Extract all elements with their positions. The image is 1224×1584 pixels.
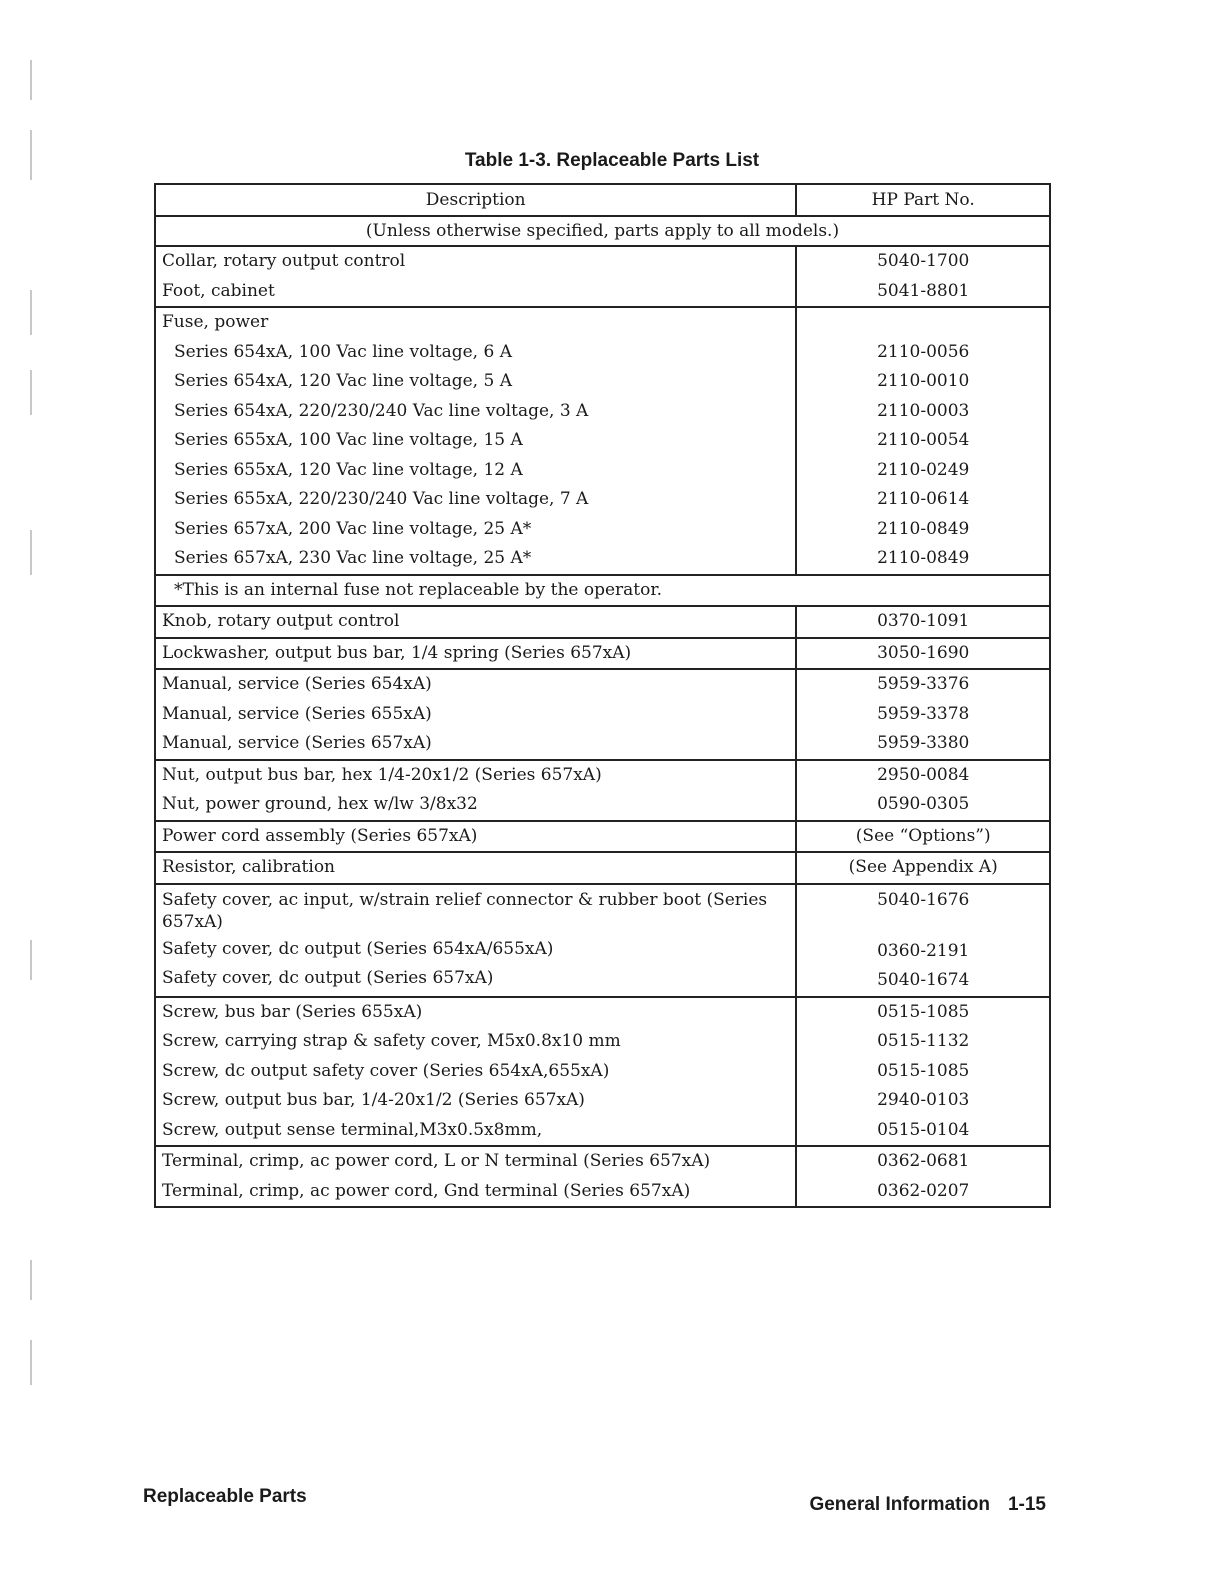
part-number: 3050-1690 [877,642,970,663]
part-number: 0362-0681 [877,1151,970,1171]
part-number-cell [796,246,1050,307]
parts-group-row [155,997,1050,1147]
part-number-cell [796,760,1050,821]
parts-group-row [155,852,1050,884]
part-number: 2110-0849 [877,548,970,568]
part-number: 2110-0614 [877,489,970,509]
parts-group-row [155,821,1050,853]
part-number: 2110-0849 [877,518,970,539]
part-description: Series 655xA, 100 Vac line voltage, 15 A [174,430,523,450]
part-number: 5040-1676 [877,889,970,910]
part-description: Nut, output bus bar, hex 1/4-20x1/2 (Series 657xA) [162,764,602,785]
part-number: 2110-0003 [877,400,970,421]
parts-group-row [155,1146,1050,1207]
column-header-part-no: HP Part No. [796,184,1050,216]
part-description: Series 654xA, 220/230/240 Vac line voltage, 3 A [174,400,589,421]
footnote-cell [155,575,1050,607]
table-note-row [155,216,1050,246]
footnote-row [155,575,1050,607]
part-number: 2950-0084 [877,764,970,785]
part-number: 2110-0056 [877,341,970,362]
part-description: Safety cover, dc output (Series 654xA/655xA) [162,938,554,959]
part-description: Safety cover, ac input, w/strain relief connector & rubber boot (Series 657xA) [162,889,768,932]
part-number: 5959-3380 [877,733,970,753]
binder-mark [30,290,32,335]
part-number: 5041-8801 [877,280,970,301]
part-number: 2110-0249 [877,459,970,480]
binder-mark [30,940,32,980]
parts-table [154,183,1051,1208]
part-description: Screw, output sense terminal,M3x0.5x8mm, [162,1119,543,1140]
part-number: 0362-0207 [877,1180,970,1201]
part-description: Screw, dc output safety cover (Series 654xA,655xA) [162,1060,610,1081]
part-description: Terminal, crimp, ac power cord, Gnd terminal (Series 657xA) [162,1180,691,1201]
part-description: Manual, service (Series 655xA) [162,703,432,724]
part-description: Series 657xA, 230 Vac line voltage, 25 A* [174,548,532,568]
description-cell [155,606,796,638]
parts-group-row [155,638,1050,670]
part-number: 2110-0010 [877,371,970,391]
part-description: Foot, cabinet [162,280,275,301]
part-description: Nut, power ground, hex w/lw 3/8x32 [162,794,478,814]
description-cell [155,821,796,853]
binder-mark [30,370,32,415]
fuse-footnote: *This is an internal fuse not replaceable by the operator. [174,579,663,600]
footer-page-info [809,1494,1046,1516]
part-description: Resistor, calibration [162,857,336,877]
description-cell [155,669,796,760]
description-cell [155,246,796,307]
part-number: 0515-1085 [877,1001,970,1022]
description-cell [155,760,796,821]
part-number: 0590-0305 [877,794,970,814]
part-description: Manual, service (Series 657xA) [162,733,432,753]
part-description: Screw, bus bar (Series 655xA) [162,1001,423,1022]
footer-section: General Information [809,1494,990,1515]
binder-mark [30,60,32,100]
table-title: Table 1-3. Replaceable Parts List [464,150,760,171]
parts-group-row [155,307,1050,575]
part-description: Series 655xA, 220/230/240 Vac line voltage, 7 A [174,489,589,509]
column-header-description: Description [155,184,796,216]
part-number: 0515-1085 [877,1060,970,1081]
part-number-cell [796,1146,1050,1207]
description-cell [155,884,796,997]
footer-chapter: Replaceable Parts [143,1486,307,1507]
part-number-cell [796,669,1050,760]
part-number: 5040-1700 [877,251,970,271]
part-number: 0360-2191 [877,940,970,961]
part-description: Screw, carrying strap & safety cover, M5x0.8x10 mm [162,1031,621,1051]
parts-table-body [155,216,1050,1207]
part-number-cell [796,852,1050,884]
part-number: 5959-3378 [877,703,970,724]
part-number: 2940-0103 [877,1090,970,1110]
part-description: Screw, output bus bar, 1/4-20x1/2 (Series 657xA) [162,1090,585,1110]
part-number-cell [796,884,1050,997]
part-number-cell [796,638,1050,670]
part-description: Terminal, crimp, ac power cord, L or N terminal (Series 657xA) [162,1151,711,1171]
parts-group-row [155,669,1050,760]
binder-mark [30,1260,32,1300]
table-header-row [155,184,1050,216]
part-number: (See Appendix A) [848,857,998,877]
part-description: Series 657xA, 200 Vac line voltage, 25 A* [174,518,532,539]
page-number: 1-15 [1007,1494,1046,1515]
part-description: Series 654xA, 120 Vac line voltage, 5 A [174,371,512,391]
part-description: Knob, rotary output control [162,611,400,631]
part-description: Safety cover, dc output (Series 657xA) [162,968,494,988]
description-cell [155,307,796,575]
part-number: 0515-1132 [877,1031,970,1051]
part-number: (See “Options”) [855,825,991,846]
part-description: Manual, service (Series 654xA) [162,674,432,694]
part-number: 2110-0054 [877,430,970,450]
part-description: Lockwasher, output bus bar, 1/4 spring (Series 657xA) [162,642,632,663]
part-number-cell [796,606,1050,638]
part-description: Collar, rotary output control [162,251,406,271]
part-number-cell [796,997,1050,1147]
description-cell [155,1146,796,1207]
part-number: 5959-3376 [877,674,970,694]
binder-mark [30,1340,32,1385]
parts-group-row [155,246,1050,307]
description-cell [155,997,796,1147]
parts-group-row [155,760,1050,821]
part-description: Series 654xA, 100 Vac line voltage, 6 A [174,341,512,362]
description-cell [155,638,796,670]
binder-mark [30,530,32,575]
part-number-spacer [797,308,1049,338]
description-cell [155,852,796,884]
parts-group-row [155,606,1050,638]
group-heading: Fuse, power [162,312,269,332]
part-number-cell [796,307,1050,575]
part-description: Power cord assembly (Series 657xA) [162,825,478,846]
table-note: (Unless otherwise specified, parts apply to all models.) [155,216,1050,246]
part-number: 0515-0104 [877,1119,970,1140]
part-number: 0370-1091 [877,611,970,631]
part-number-cell [796,821,1050,853]
part-description: Series 655xA, 120 Vac line voltage, 12 A [174,459,523,480]
part-number: 5040-1674 [877,970,970,990]
parts-group-row [155,884,1050,997]
